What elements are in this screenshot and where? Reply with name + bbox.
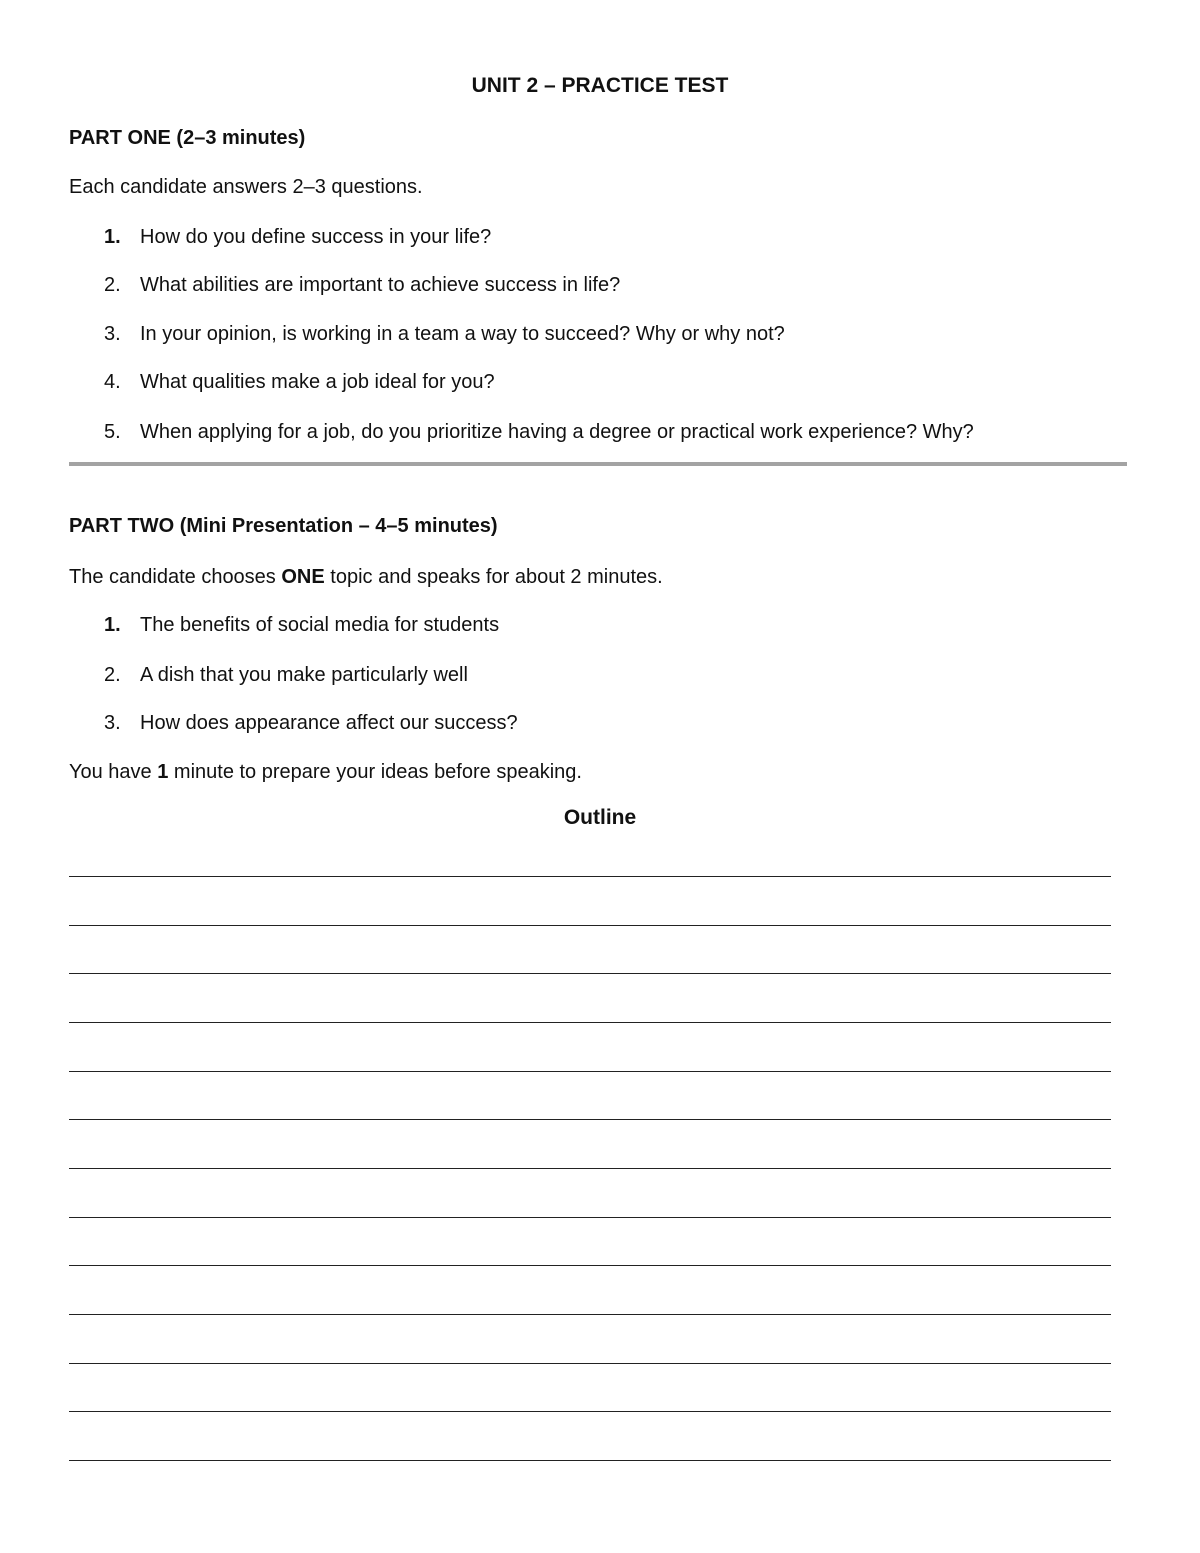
question-text: In your opinion, is working in a team a way to succeed? Why or why not? <box>140 323 785 345</box>
part-one-instruction: Each candidate answers 2–3 questions. <box>69 176 423 198</box>
topic-text: How does appearance affect our success? <box>140 712 518 734</box>
writing-line <box>69 1071 1111 1072</box>
topic-text: The benefits of social media for students <box>140 614 500 636</box>
writing-line <box>69 1411 1111 1412</box>
page-title: UNIT 2 – PRACTICE TEST <box>471 74 729 97</box>
writing-line <box>69 973 1111 974</box>
topic-number: 1. <box>104 614 121 636</box>
question-number: 5. <box>104 421 121 443</box>
outline-title: Outline <box>563 806 637 829</box>
question-text: What abilities are important to achieve success in life? <box>140 274 621 296</box>
question-number: 1. <box>104 226 121 248</box>
writing-line <box>69 925 1111 926</box>
question-text: When applying for a job, do you prioritize having a degree or practical work experience? Why? <box>140 421 974 443</box>
writing-line <box>69 1217 1111 1218</box>
topic-number: 2. <box>104 664 121 686</box>
preparation-note <box>69 761 582 784</box>
writing-line <box>69 1363 1111 1364</box>
preparation-emphasis: 1 <box>157 761 169 783</box>
writing-line <box>69 1119 1111 1120</box>
writing-line <box>69 1022 1111 1023</box>
instruction-text: The candidate chooses <box>69 566 282 588</box>
question-text: What qualities make a job ideal for you? <box>140 371 495 393</box>
question-number: 4. <box>104 371 121 393</box>
writing-line <box>69 1460 1111 1461</box>
question-number: 3. <box>104 323 121 345</box>
instruction-text: topic and speaks for about 2 minutes. <box>324 566 663 588</box>
question-text: How do you define success in your life? <box>140 226 492 248</box>
section-divider <box>69 462 1127 466</box>
topic-text: A dish that you make particularly well <box>140 664 468 686</box>
writing-line <box>69 876 1111 877</box>
preparation-text: You have <box>69 761 158 783</box>
part-two-instruction <box>69 566 663 589</box>
writing-line <box>69 1314 1111 1315</box>
part-two-heading: PART TWO (Mini Presentation – 4–5 minutes) <box>69 515 498 537</box>
question-number: 2. <box>104 274 121 296</box>
topic-number: 3. <box>104 712 121 734</box>
writing-line <box>69 1168 1111 1169</box>
preparation-text: minute to prepare your ideas before speaking. <box>168 761 582 783</box>
part-one-heading: PART ONE (2–3 minutes) <box>69 127 306 149</box>
writing-line <box>69 1265 1111 1266</box>
instruction-emphasis: ONE <box>281 566 325 588</box>
